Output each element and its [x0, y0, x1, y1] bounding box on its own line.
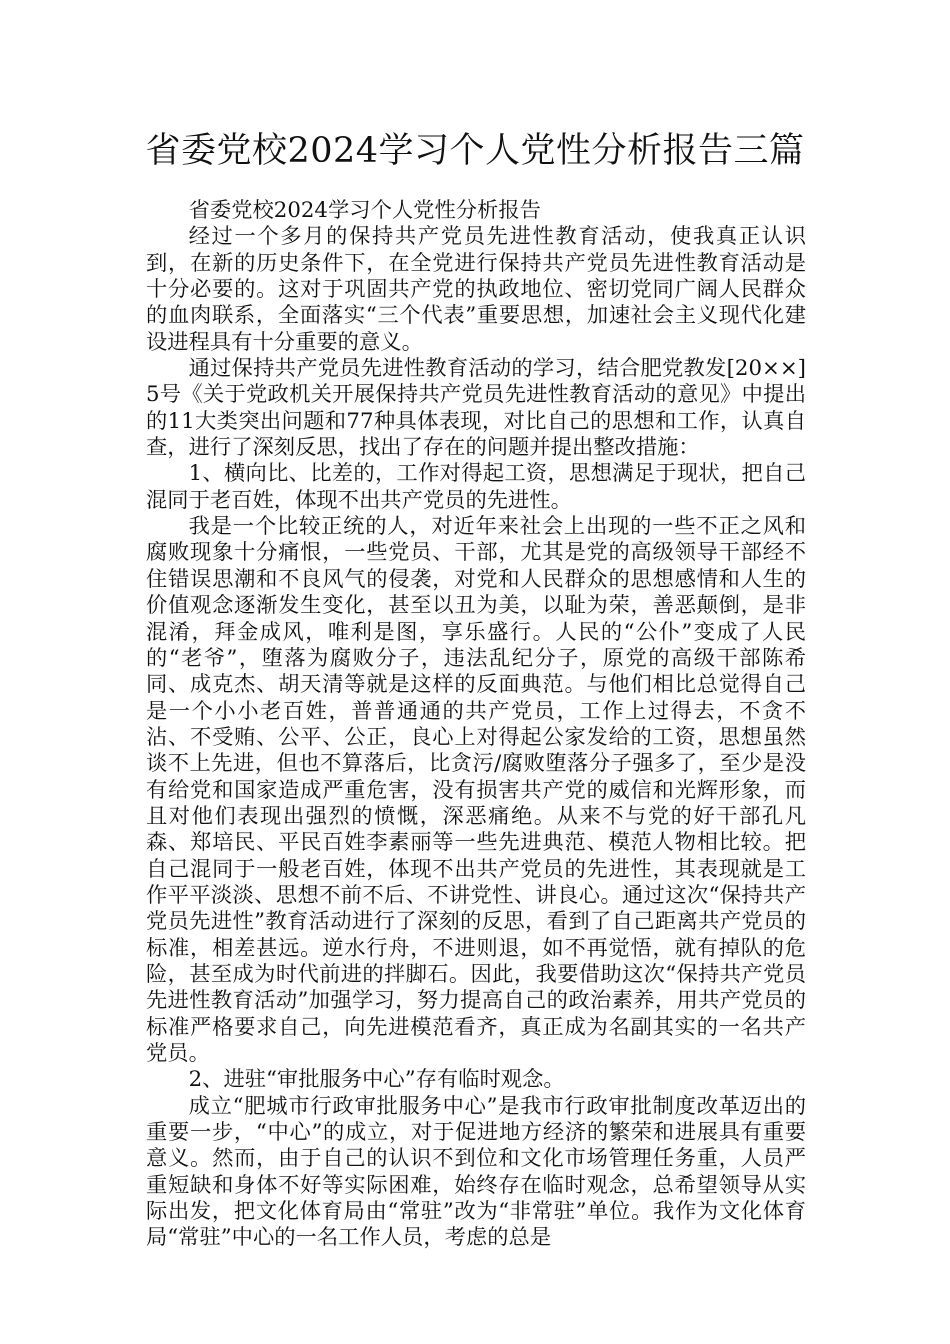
paragraph: 经过一个多月的保持共产党员先进性教育活动，使我真正认识到，在新的历史条件下，在全党进行保持共产党员先进性教育活动是十分必要的。这对于巩固共产党的执政地位、密切党同广阔人民群众的血肉联系，全面落实“三个代表”重要思想，加速社会主义现代化建设进程具有十分重要的意义。 [146, 224, 806, 355]
paragraph: 我是一个比较正统的人，对近年来社会上出现的一些不正之风和腐败现象十分痛恨，一些党员、干部，尤其是党的高级领导干部经不住错误思潮和不良风气的侵袭，对党和人民群众的思想感情和人生的价值观念逐渐发生变化，甚至以丑为美，以耻为荣，善恶颠倒，是非混淆，拜金成风，唯利是图，享乐盛行。人民的“公仆”变成了人民的“老爷”，堕落为腐败分子，违法乱纪分子，原党的高级干部陈希同、成克杰、胡天清等就是这样的反面典范。与他们相比总觉得自己是一个小小老百姓，普普通通的共产党员，工作上过得去，不贪不沾、不受贿、公平、公正，良心上对得起公家发给的工资，思想虽然谈不上先进，但也不算落后，比贪污/腐败堕落分子强多了，至少是没有给党和国家造成严重危害，没有损害共产党的威信和光辉形象，而且对他们表现出强烈的愤慨，深恶痛绝。从来不与党的好干部孔凡森、郑培民、平民百姓李素丽等一些先进典范、模范人物相比较。把自己混同于一般老百姓，体现不出共产党员的先进性，其表现就是工作平平淡淡、思想不前不后、不讲党性、讲良心。通过这次“保持共产党员先进性”教育活动进行了深刻的反思，看到了自己距离共产党员的标准，相差甚远。逆水行舟，不进则退，如不再觉悟，就有掉队的危险，甚至成为时代前进的拌脚石。因此，我要借助这次“保持共产党员先进性教育活动”加强学习，努力提高自己的政治素养，用共产党员的标准严格要求自己，向先进模范看齐，真正成为名副其实的一名共产党员。 [146, 514, 806, 1066]
document-title: 省委党校2024学习个人党性分析报告三篇 [145, 131, 805, 171]
document-body [146, 198, 806, 1252]
paragraph: 成立“肥城市行政审批服务中心”是我市行政审批制度改革迈出的重要一步，“中心”的成立，对于促进地方经济的繁荣和进展具有重要意义。然而，由于自己的认识不到位和文化市场管理任务重，人员严重短缺和身体不好等实际困难，始终存在临时观念，总希望领导从实际出发，把文化体育局由“常驻”改为“非常驻”单位。我作为文化体育局“常驻”中心的一名工作人员，考虑的总是 [146, 1093, 806, 1251]
paragraph-subtitle: 省委党校2024学习个人党性分析报告 [188, 198, 541, 223]
paragraph: 2、进驻“审批服务中心”存有临时观念。 [188, 1067, 565, 1093]
paragraph: 1、横向比、比差的，工作对得起工资，思想满足于现状，把自己混同于老百姓，体现不出共产党员的先进性。 [146, 461, 806, 513]
paragraph: 通过保持共产党员先进性教育活动的学习，结合肥党教发[20××]5号《关于党政机关开展保持共产党员先进性教育活动的意见》中提出的11大类突出问题和77种具体表现，对比自己的思想和工作，认真自查，进行了深刻反思，找出了存在的问题并提出整改措施： [146, 356, 806, 461]
